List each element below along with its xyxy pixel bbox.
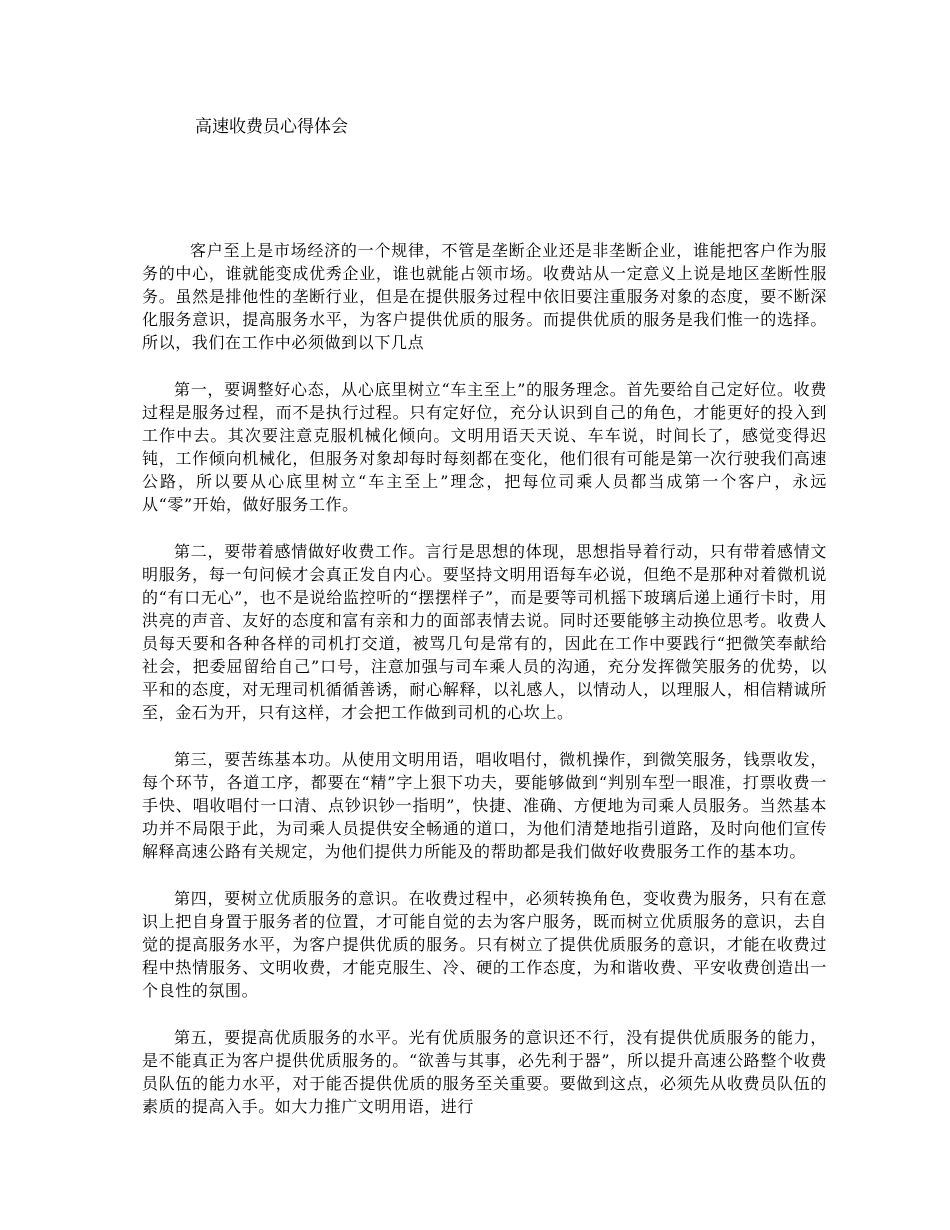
paragraph-third-point: 第三，要苦练基本功。从使用文明用语，唱收唱付，微机操作，到微笑服务，钱票收发，每个环节，各道工序，都要在“精”字上狠下功夫，要能够做到“判别车型一眼准，打票收费一手快、唱收唱付一口清、点钞识钞一指明”，快捷、准确、方便地为司乘人员服务。当然基本功并不局限于此，为司乘人员提供安全畅通的道口，为他们清楚地指引道路，及时向他们宣传解释高速公路有关规定，为他们提供力所能及的帮助都是我们做好收费服务工作的基本功。	[142, 750, 827, 861]
document-title: 高速收费员心得体会	[195, 117, 348, 137]
paragraph-second-point: 第二，要带着感情做好收费工作。言行是思想的体现，思想指导着行动，只有带着感情文明服务，每一句问候才会真正发自内心。要坚持文明用语每车必说，但绝不是那种对着微机说的“有口无心”，也不是说给监控听的“摆摆样子”，而是要等司机摇下玻璃后递上通行卡时，用洪亮的声音、友好的态度和富有亲和力的面部表情去说。同时还要能够主动换位思考。收费人员每天要和各种各样的司机打交道，被骂几句是常有的，因此在工作中要践行“把微笑奉献给社会，把委屈留给自己”口号，注意加强与司车乘人员的沟通，充分发挥微笑服务的优势，以平和的态度，对无理司机循循善诱，耐心解释，以礼感人，以情动人，以理服人，相信精诚所至，金石为开，只有这样，才会把工作做到司机的心坎上。	[142, 542, 827, 722]
paragraph-fifth-point: 第五，要提高优质服务的水平。光有优质服务的意识还不行，没有提供优质服务的能力，是不能真正为客户提供优质服务的。“欲善与其事，必先利于器”，所以提升高速公路整个收费员队伍的能力水平，对于能否提供优质的服务至关重要。要做到这点，必须先从收费员队伍的素质的提高入手。如大力推广文明用语，进行	[142, 1028, 827, 1116]
document-body	[142, 239, 827, 1142]
paragraph-first-point: 第一，要调整好心态，从心底里树立“车主至上”的服务理念。首先要给自己定好位。收费过程是服务过程，而不是执行过程。只有定好位，充分认识到自己的角色，才能更好的投入到工作中去。其次要注意克服机械化倾向。文明用语天天说、车车说，时间长了，感觉变得迟钝，工作倾向机械化，但服务对象却每时每刻都在变化，他们很有可能是第一次行驶我们高速公路，所以要从心底里树立“车主至上”理念，把每位司乘人员都当成第一个客户，永远从“零”开始，做好服务工作。	[142, 380, 827, 514]
paragraph-fourth-point: 第四，要树立优质服务的意识。在收费过程中，必须转换角色，变收费为服务，只有在意识上把自身置于服务者的位置，才可能自觉的去为客户服务，既而树立优质服务的意识，去自觉的提高服务水平，为客户提供优质的服务。只有树立了提供优质服务的意识，才能在收费过程中热情服务、文明收费，才能克服生、冷、硬的工作态度，为和谐收费、平安收费创造出一个良性的氛围。	[142, 889, 827, 1000]
paragraph-intro: 客户至上是市场经济的一个规律，不管是垄断企业还是非垄断企业，谁能把客户作为服务的中心，谁就能变成优秀企业，谁也就能占领市场。收费站从一定意义上说是地区垄断性服务。虽然是排他性的垄断行业，但是在提供服务过程中依旧要注重服务对象的态度，要不断深化服务意识，提高服务水平，为客户提供优质的服务。而提供优质的服务是我们惟一的选择。所以，我们在工作中必须做到以下几点	[142, 241, 827, 352]
